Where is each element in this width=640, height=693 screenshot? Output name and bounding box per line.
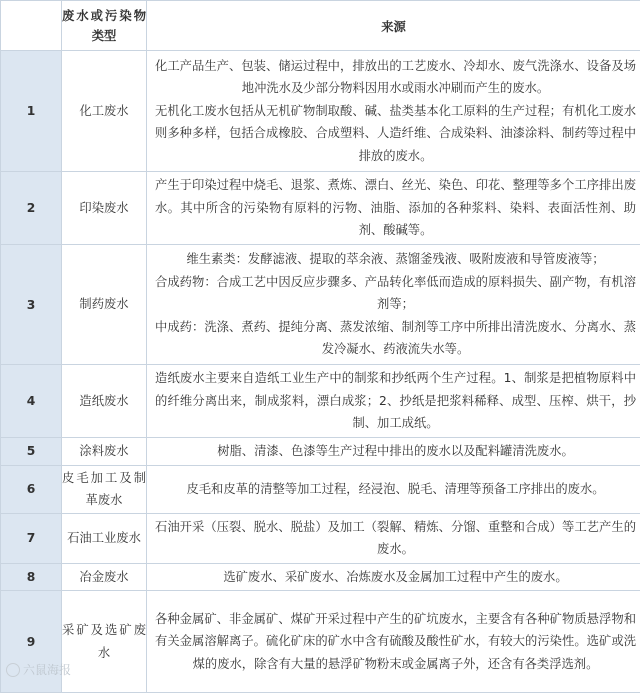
row-type-label: 化工废水: [62, 100, 146, 123]
table-row: [1, 365, 640, 438]
row-source: [147, 591, 640, 693]
row-type-label: 皮毛加工及制革废水: [62, 467, 146, 512]
row-type-label: 采矿及选矿废水: [62, 619, 146, 664]
table-row: [1, 172, 640, 245]
row-source: [147, 513, 640, 563]
table-row: [1, 591, 640, 693]
source-paragraph: 造纸废水主要来自造纸工业生产中的制浆和抄纸两个生产过程。1、制浆是把植物原料中的纤维分离出来，制成浆料，漂白成浆；2、抄纸是把浆料稀释、成型、压榨、烘干，抄制、加工成纸。: [155, 367, 636, 435]
source-paragraph: 树脂、清漆、色漆等生产过程中排出的废水以及配料罐清洗废水。: [155, 440, 636, 463]
watermark: [6, 661, 71, 678]
row-number: 3: [1, 245, 62, 365]
row-type-label: 制药废水: [62, 293, 146, 316]
row-number: 7: [1, 513, 62, 563]
source-paragraph: 化工产品生产、包装、储运过程中，排放出的工艺废水、冷却水、废气洗涤水、设备及场地冲洗水及少部分物料因用水或雨水冲刷而产生的废水。: [155, 55, 636, 100]
source-paragraph: 选矿废水、采矿废水、冶炼废水及金属加工过程中产生的废水。: [155, 566, 636, 589]
table-row: [1, 245, 640, 365]
row-type: [62, 591, 147, 693]
row-number: 5: [1, 438, 62, 466]
source-paragraph: 石油开采（压裂、脱水、脱盐）及加工（裂解、精炼、分馏、重整和合成）等工艺产生的废水。: [155, 516, 636, 561]
row-source: [147, 563, 640, 591]
row-number: 4: [1, 365, 62, 438]
row-source: [147, 245, 640, 365]
row-number: 1: [1, 51, 62, 172]
row-source: [147, 51, 640, 172]
table-row: [1, 513, 640, 563]
row-type-label: 造纸废水: [62, 390, 146, 413]
watermark-text: 六鼠海报: [23, 661, 71, 678]
watermark-logo-icon: [6, 663, 20, 677]
row-type-label: 涂料废水: [62, 440, 146, 463]
row-source: [147, 438, 640, 466]
row-source: [147, 172, 640, 245]
table-row: [1, 465, 640, 513]
row-type: [62, 438, 147, 466]
table-row: [1, 438, 640, 466]
row-source: [147, 465, 640, 513]
source-paragraph: 皮毛和皮革的清整等加工过程，经浸泡、脱毛、清理等预备工序排出的废水。: [155, 478, 636, 501]
row-number: 2: [1, 172, 62, 245]
row-type-label: 冶金废水: [62, 566, 146, 589]
row-type-label: 石油工业废水: [62, 527, 146, 550]
row-type-label: 印染废水: [62, 197, 146, 220]
row-number: 9: [1, 591, 62, 693]
source-paragraph: 各种金属矿、非金属矿、煤矿开采过程中产生的矿坑废水，主要含有各种矿物质悬浮物和有关金属溶解离子。硫化矿床的矿水中含有硫酸及酸性矿水，有较大的污染性。选矿或洗煤的废水，除含有大量的悬浮矿物粉末或金属离子外，还含有各类浮选剂。: [155, 608, 636, 676]
table-body: [1, 51, 640, 693]
row-type: [62, 245, 147, 365]
header-source: 来源: [147, 1, 640, 51]
row-type: [62, 563, 147, 591]
row-type: [62, 513, 147, 563]
table-row: [1, 563, 640, 591]
source-paragraph: 中成药：洗涤、煮药、提纯分离、蒸发浓缩、制剂等工序中所排出清洗废水、分离水、蒸发冷凝水、药液流失水等。: [155, 316, 636, 361]
source-paragraph: 维生素类：发酵滤液、提取的萃余液、蒸馏釜残液、吸附废液和导管废液等；: [155, 248, 636, 271]
source-paragraph: 产生于印染过程中烧毛、退浆、煮炼、漂白、丝光、染色、印花、整理等多个工序排出废水。其中所含的污染物有原料的污物、油脂、添加的各种浆料、染料、表面活性剂、助剂、酸碱等。: [155, 174, 636, 242]
header-number: [1, 1, 62, 51]
table-header-row: [1, 1, 640, 51]
row-type: [62, 172, 147, 245]
source-paragraph: 无机化工废水包括从无机矿物制取酸、碱、盐类基本化工原料的生产过程；有机化工废水则多种多样，包括合成橡胶、合成塑料、人造纤维、合成染料、油漆涂料、制药等过程中排放的废水。: [155, 100, 636, 168]
source-paragraph: 合成药物：合成工艺中因反应步骤多、产品转化率低而造成的原料损失、副产物，有机溶剂等；: [155, 271, 636, 316]
header-type: 废水或污染物类型: [62, 1, 147, 51]
row-source: [147, 365, 640, 438]
row-type: [62, 365, 147, 438]
table-row: [1, 51, 640, 172]
row-type: [62, 465, 147, 513]
row-number: 6: [1, 465, 62, 513]
row-number: 8: [1, 563, 62, 591]
row-type: [62, 51, 147, 172]
